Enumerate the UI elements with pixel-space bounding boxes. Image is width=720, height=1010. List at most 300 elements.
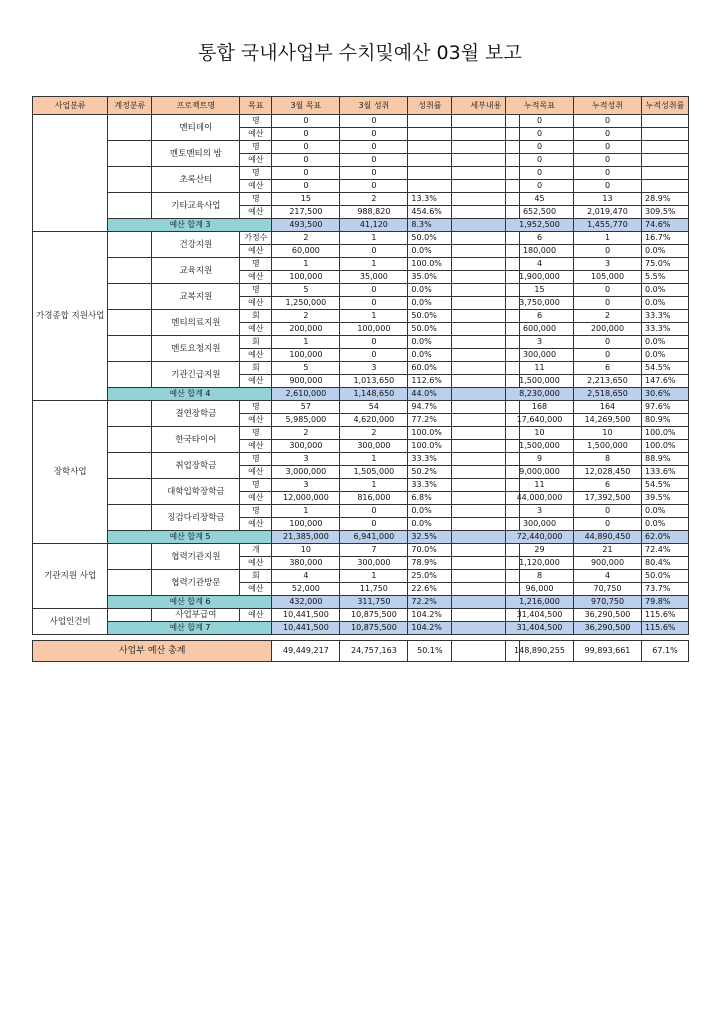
cum-rate-cell: [642, 167, 689, 180]
subtotal-label: 예산 합계 4: [108, 388, 272, 401]
target-cell: 10: [272, 544, 340, 557]
table-row: [33, 401, 520, 414]
project-name: 멘티의료지원: [152, 310, 240, 336]
target-cell: 2: [272, 427, 340, 440]
cum-target-cell: 3,750,000: [506, 297, 574, 310]
table-row: [506, 193, 689, 206]
cum-target-cell: 0: [506, 128, 574, 141]
cum-subtotal-achieved: 36,290,500: [574, 622, 642, 635]
grand-total-target: 49,449,217: [272, 641, 340, 662]
subtotal-label: 예산 합계 3: [108, 219, 272, 232]
cum-subtotal-target: 1,216,000: [506, 596, 574, 609]
project-name: 기타교육사업: [152, 193, 240, 219]
cum-target-cell: 10: [506, 427, 574, 440]
cum-achieved-cell: 6: [574, 479, 642, 492]
category-cell: 사업인건비: [33, 609, 108, 635]
achieved-cell: 10,875,500: [340, 609, 408, 622]
achieved-cell: 4,620,000: [340, 414, 408, 427]
cum-target-cell: 0: [506, 154, 574, 167]
cum-target-cell: 1,500,000: [506, 375, 574, 388]
cum-rate-cell: 0.0%: [642, 245, 689, 258]
cum-target-cell: 15: [506, 284, 574, 297]
subtotal-target: 493,500: [272, 219, 340, 232]
cum-target-cell: 17,640,000: [506, 414, 574, 427]
table-row: [506, 427, 689, 440]
table-row: [506, 297, 689, 310]
cum-rate-cell: 133.6%: [642, 466, 689, 479]
cum-achieved-cell: 2: [574, 310, 642, 323]
target-cell: 5: [272, 284, 340, 297]
unit-cell: 예산: [240, 518, 272, 531]
account-cell: [108, 362, 152, 388]
achieved-cell: 1,505,000: [340, 466, 408, 479]
cum-target-cell: 11: [506, 479, 574, 492]
rate-cell: 112.6%: [408, 375, 452, 388]
rate-cell: 13.3%: [408, 193, 452, 206]
target-cell: 217,500: [272, 206, 340, 219]
table-row: [506, 128, 689, 141]
cum-subtotal-achieved: 2,518,650: [574, 388, 642, 401]
rate-cell: 50.0%: [408, 323, 452, 336]
target-cell: 3: [272, 453, 340, 466]
cum-grand-total-achieved: 99,893,661: [574, 641, 642, 662]
cum-target-cell: 96,000: [506, 583, 574, 596]
column-header: 3월 성취: [340, 97, 408, 115]
cum-rate-cell: 50.0%: [642, 570, 689, 583]
column-header: 사업분류: [33, 97, 108, 115]
rate-cell: 0.0%: [408, 518, 452, 531]
unit-cell: 예산: [240, 466, 272, 479]
table-row: [506, 557, 689, 570]
cum-achieved-cell: 900,000: [574, 557, 642, 570]
cum-rate-cell: 28.9%: [642, 193, 689, 206]
achieved-cell: 35,000: [340, 271, 408, 284]
target-cell: 100,000: [272, 518, 340, 531]
cum-target-cell: 3: [506, 505, 574, 518]
cum-achieved-cell: 0: [574, 349, 642, 362]
account-cell: [108, 310, 152, 336]
project-name: 멘토멘티의 밤: [152, 141, 240, 167]
category-cell: 가경종합 지원사업: [33, 232, 108, 401]
subtotal-label: 예산 합계 5: [108, 531, 272, 544]
column-header: 세부내용: [452, 97, 520, 115]
project-name: 결연장학금: [152, 401, 240, 427]
cumulative-table: [505, 96, 689, 662]
unit-cell: 명: [240, 193, 272, 206]
cum-target-cell: 600,000: [506, 323, 574, 336]
cum-target-cell: 3: [506, 336, 574, 349]
cum-target-cell: 180,000: [506, 245, 574, 258]
unit-cell: 명: [240, 427, 272, 440]
cum-achieved-cell: 70,750: [574, 583, 642, 596]
target-cell: 0: [272, 167, 340, 180]
target-cell: 0: [272, 154, 340, 167]
cum-target-cell: 9,000,000: [506, 466, 574, 479]
project-name: 기관긴급지원: [152, 362, 240, 388]
grand-total-rate: 50.1%: [408, 641, 452, 662]
table-row: [33, 544, 520, 557]
table-row: [33, 609, 520, 622]
column-header: 누적성취률: [642, 97, 689, 115]
cum-rate-cell: 0.0%: [642, 349, 689, 362]
target-cell: 12,000,000: [272, 492, 340, 505]
table-row: [506, 115, 689, 128]
subtotal-target: 432,000: [272, 596, 340, 609]
cum-achieved-cell: 17,392,500: [574, 492, 642, 505]
cum-target-cell: 8: [506, 570, 574, 583]
rate-cell: 6.8%: [408, 492, 452, 505]
column-header: 성취률: [408, 97, 452, 115]
category-cell: 기관지원 사업: [33, 544, 108, 609]
target-cell: 1: [272, 336, 340, 349]
cum-target-cell: 6: [506, 232, 574, 245]
cum-subtotal-target: 1,952,500: [506, 219, 574, 232]
unit-cell: 회: [240, 362, 272, 375]
achieved-cell: 0: [340, 154, 408, 167]
cum-achieved-cell: 0: [574, 128, 642, 141]
cum-target-cell: 1,120,000: [506, 557, 574, 570]
project-name: 협력기관방문: [152, 570, 240, 596]
header-row: [506, 97, 689, 115]
cum-achieved-cell: 0: [574, 505, 642, 518]
cum-rate-cell: 54.5%: [642, 362, 689, 375]
rate-cell: 35.0%: [408, 271, 452, 284]
cum-rate-cell: [642, 141, 689, 154]
cum-subtotal-target: 8,230,000: [506, 388, 574, 401]
cum-rate-cell: [642, 180, 689, 193]
achieved-cell: 0: [340, 128, 408, 141]
cum-achieved-cell: 2,213,650: [574, 375, 642, 388]
cum-target-cell: 6: [506, 310, 574, 323]
rate-cell: [408, 167, 452, 180]
account-cell: [108, 609, 152, 622]
monthly-table: [32, 96, 520, 662]
table-row: [506, 479, 689, 492]
rate-cell: 70.0%: [408, 544, 452, 557]
subtotal-rate: 8.3%: [408, 219, 452, 232]
cum-rate-cell: 0.0%: [642, 284, 689, 297]
cum-achieved-cell: 0: [574, 518, 642, 531]
cum-achieved-cell: 0: [574, 336, 642, 349]
rate-cell: 0.0%: [408, 284, 452, 297]
rate-cell: [408, 141, 452, 154]
rate-cell: 0.0%: [408, 297, 452, 310]
cum-rate-cell: 147.6%: [642, 375, 689, 388]
rate-cell: 60.0%: [408, 362, 452, 375]
achieved-cell: 0: [340, 245, 408, 258]
unit-cell: 명: [240, 479, 272, 492]
cum-rate-cell: 0.0%: [642, 505, 689, 518]
table-row: [506, 505, 689, 518]
unit-cell: 명: [240, 167, 272, 180]
account-cell: [108, 401, 152, 427]
achieved-cell: 1: [340, 310, 408, 323]
cum-target-cell: 31,404,500: [506, 609, 574, 622]
rate-cell: 50.0%: [408, 232, 452, 245]
unit-cell: 가정수: [240, 232, 272, 245]
cum-achieved-cell: 12,028,450: [574, 466, 642, 479]
rate-cell: 33.3%: [408, 453, 452, 466]
rate-cell: 22.6%: [408, 583, 452, 596]
cum-target-cell: 1,500,000: [506, 440, 574, 453]
project-name: 한국타이어: [152, 427, 240, 453]
target-cell: 1,250,000: [272, 297, 340, 310]
achieved-cell: 2: [340, 427, 408, 440]
table-row: [33, 115, 520, 128]
cum-achieved-cell: 6: [574, 362, 642, 375]
achieved-cell: 0: [340, 284, 408, 297]
unit-cell: 예산: [240, 323, 272, 336]
achieved-cell: 300,000: [340, 557, 408, 570]
account-cell: [108, 141, 152, 167]
rate-cell: 78.9%: [408, 557, 452, 570]
target-cell: 0: [272, 141, 340, 154]
cum-achieved-cell: 2,019,470: [574, 206, 642, 219]
target-cell: 300,000: [272, 440, 340, 453]
table-row: [506, 544, 689, 557]
unit-cell: 명: [240, 284, 272, 297]
unit-cell: 예산: [240, 583, 272, 596]
achieved-cell: 1: [340, 232, 408, 245]
cum-target-cell: 29: [506, 544, 574, 557]
unit-cell: 예산: [240, 349, 272, 362]
grand-total-label: 사업부 예산 총계: [33, 641, 272, 662]
table-row: [506, 440, 689, 453]
rate-cell: 0.0%: [408, 505, 452, 518]
achieved-cell: 7: [340, 544, 408, 557]
cum-achieved-cell: 0: [574, 154, 642, 167]
subtotal-rate: 32.5%: [408, 531, 452, 544]
table-row: [506, 583, 689, 596]
cum-target-cell: 45: [506, 193, 574, 206]
achieved-cell: 1: [340, 479, 408, 492]
achieved-cell: 300,000: [340, 440, 408, 453]
subtotal-row: [506, 596, 689, 609]
cum-achieved-cell: 4: [574, 570, 642, 583]
cum-rate-cell: 0.0%: [642, 336, 689, 349]
unit-cell: 예산: [240, 609, 272, 622]
cum-rate-cell: 100.0%: [642, 440, 689, 453]
subtotal-achieved: 6,941,000: [340, 531, 408, 544]
rate-cell: [408, 154, 452, 167]
cum-subtotal-target: 31,404,500: [506, 622, 574, 635]
cum-subtotal-achieved: 1,455,770: [574, 219, 642, 232]
cum-achieved-cell: 0: [574, 284, 642, 297]
cum-rate-cell: [642, 115, 689, 128]
target-cell: 10,441,500: [272, 609, 340, 622]
unit-cell: 예산: [240, 414, 272, 427]
table-row: [506, 466, 689, 479]
cum-subtotal-target: 72,440,000: [506, 531, 574, 544]
table-row: [506, 323, 689, 336]
cum-achieved-cell: 1: [574, 232, 642, 245]
achieved-cell: 1: [340, 453, 408, 466]
table-row: [506, 492, 689, 505]
achieved-cell: 0: [340, 505, 408, 518]
rate-cell: 77.2%: [408, 414, 452, 427]
table-row: [506, 284, 689, 297]
rate-cell: 454.6%: [408, 206, 452, 219]
cum-rate-cell: 33.3%: [642, 310, 689, 323]
account-cell: [108, 427, 152, 453]
table-row: [506, 245, 689, 258]
cum-rate-cell: 309.5%: [642, 206, 689, 219]
cum-achieved-cell: 105,000: [574, 271, 642, 284]
table-row: [506, 453, 689, 466]
cum-achieved-cell: 3: [574, 258, 642, 271]
subtotal-target: 10,441,500: [272, 622, 340, 635]
cum-grand-total-target: 148,890,255: [506, 641, 574, 662]
target-cell: 900,000: [272, 375, 340, 388]
subtotal-rate: 44.0%: [408, 388, 452, 401]
target-cell: 4: [272, 570, 340, 583]
achieved-cell: 0: [340, 115, 408, 128]
cum-target-cell: 0: [506, 115, 574, 128]
cum-achieved-cell: 200,000: [574, 323, 642, 336]
target-cell: 2: [272, 310, 340, 323]
unit-cell: 예산: [240, 206, 272, 219]
cum-achieved-cell: 0: [574, 245, 642, 258]
unit-cell: 명: [240, 141, 272, 154]
cum-target-cell: 9: [506, 453, 574, 466]
column-header: 계정분류: [108, 97, 152, 115]
cum-subtotal-rate: 30.6%: [642, 388, 689, 401]
unit-cell: 예산: [240, 154, 272, 167]
cum-target-cell: 300,000: [506, 349, 574, 362]
cum-target-cell: 11: [506, 362, 574, 375]
cum-rate-cell: 72.4%: [642, 544, 689, 557]
subtotal-achieved: 41,120: [340, 219, 408, 232]
subtotal-target: 21,385,000: [272, 531, 340, 544]
category-cell: 장학사업: [33, 401, 108, 544]
target-cell: 0: [272, 128, 340, 141]
target-cell: 60,000: [272, 245, 340, 258]
unit-cell: 예산: [240, 245, 272, 258]
rate-cell: 100.0%: [408, 440, 452, 453]
target-cell: 57: [272, 401, 340, 414]
rate-cell: 50.2%: [408, 466, 452, 479]
project-name: 교복지원: [152, 284, 240, 310]
achieved-cell: 100,000: [340, 323, 408, 336]
table-row: [506, 375, 689, 388]
account-cell: [108, 258, 152, 284]
achieved-cell: 3: [340, 362, 408, 375]
cum-achieved-cell: 0: [574, 297, 642, 310]
cum-target-cell: 1,900,000: [506, 271, 574, 284]
cum-achieved-cell: 0: [574, 167, 642, 180]
account-cell: [108, 115, 152, 141]
cum-rate-cell: [642, 128, 689, 141]
table-row: [506, 206, 689, 219]
project-name: 교육지원: [152, 258, 240, 284]
account-cell: [108, 167, 152, 193]
rate-cell: [408, 180, 452, 193]
account-cell: [108, 570, 152, 596]
subtotal-row: [506, 388, 689, 401]
cum-target-cell: 4: [506, 258, 574, 271]
unit-cell: 회: [240, 336, 272, 349]
target-cell: 52,000: [272, 583, 340, 596]
rate-cell: 0.0%: [408, 336, 452, 349]
cum-grand-total-rate: 67.1%: [642, 641, 689, 662]
target-cell: 380,000: [272, 557, 340, 570]
unit-cell: 명: [240, 401, 272, 414]
achieved-cell: 0: [340, 297, 408, 310]
rate-cell: 50.0%: [408, 310, 452, 323]
table-row: [506, 570, 689, 583]
cum-achieved-cell: 8: [574, 453, 642, 466]
table-row: [506, 180, 689, 193]
project-name: 대학입학장학금: [152, 479, 240, 505]
project-name: 건강지원: [152, 232, 240, 258]
grand-total-row: [506, 641, 689, 662]
project-name: 초록산티: [152, 167, 240, 193]
cum-rate-cell: [642, 154, 689, 167]
account-cell: [108, 544, 152, 570]
rate-cell: 0.0%: [408, 349, 452, 362]
unit-cell: 회: [240, 310, 272, 323]
table-row: [506, 258, 689, 271]
cum-rate-cell: 88.9%: [642, 453, 689, 466]
target-cell: 1: [272, 505, 340, 518]
unit-cell: 예산: [240, 180, 272, 193]
table-row: [506, 609, 689, 622]
unit-cell: 명: [240, 258, 272, 271]
cum-rate-cell: 0.0%: [642, 518, 689, 531]
cum-rate-cell: 5.5%: [642, 271, 689, 284]
table-row: [506, 336, 689, 349]
target-cell: 5,985,000: [272, 414, 340, 427]
account-cell: [108, 336, 152, 362]
target-cell: 100,000: [272, 271, 340, 284]
account-cell: [108, 479, 152, 505]
target-cell: 0: [272, 180, 340, 193]
cum-rate-cell: 80.4%: [642, 557, 689, 570]
table-row: [506, 271, 689, 284]
rate-cell: [408, 115, 452, 128]
cum-rate-cell: 97.6%: [642, 401, 689, 414]
subtotal-row: [506, 219, 689, 232]
cum-achieved-cell: 164: [574, 401, 642, 414]
cum-achieved-cell: 0: [574, 141, 642, 154]
table-row: [506, 141, 689, 154]
table-row: [506, 401, 689, 414]
achieved-cell: 0: [340, 180, 408, 193]
cum-target-cell: 0: [506, 180, 574, 193]
target-cell: 5: [272, 362, 340, 375]
table-row: [506, 414, 689, 427]
unit-cell: 예산: [240, 440, 272, 453]
rate-cell: 25.0%: [408, 570, 452, 583]
column-header: 목표: [240, 97, 272, 115]
project-name: 사업부급여: [152, 609, 240, 622]
project-name: 취업장학금: [152, 453, 240, 479]
rate-cell: [408, 128, 452, 141]
subtotal-achieved: 1,148,650: [340, 388, 408, 401]
achieved-cell: 1: [340, 570, 408, 583]
page-title: 통합 국내사업부 수치및예산 03월 보고: [198, 42, 522, 64]
cum-target-cell: 0: [506, 167, 574, 180]
cum-achieved-cell: 13: [574, 193, 642, 206]
unit-cell: 회: [240, 570, 272, 583]
cum-subtotal-rate: 62.0%: [642, 531, 689, 544]
target-cell: 1: [272, 258, 340, 271]
cum-achieved-cell: 14,269,500: [574, 414, 642, 427]
table-row: [506, 349, 689, 362]
achieved-cell: 0: [340, 167, 408, 180]
cum-achieved-cell: 1,500,000: [574, 440, 642, 453]
subtotal-row: [506, 622, 689, 635]
